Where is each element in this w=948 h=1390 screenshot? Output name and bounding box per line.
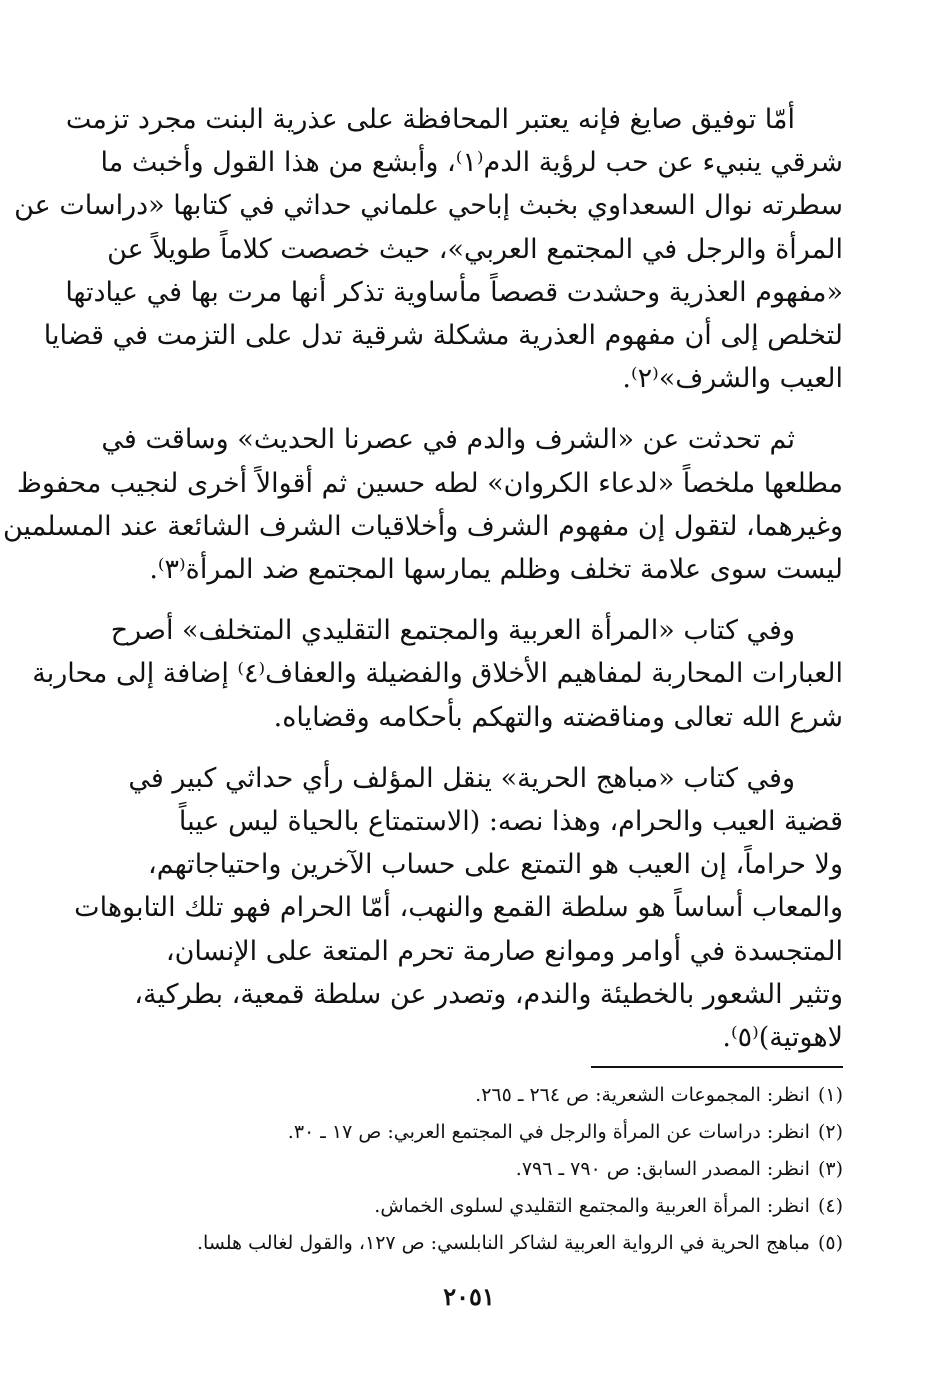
footnote-text: انظر: دراسات عن المرأة والرجل في المجتمع العربي: ص ١٧ ـ ٣٠.: [287, 1121, 810, 1143]
footnote-text: انظر: المصدر السابق: ص ٧٩٠ ـ ٧٩٦.: [515, 1158, 810, 1180]
page-number: ٢٠٥١: [443, 1282, 495, 1311]
footnote-text: مباهج الحرية في الرواية العربية لشاكر النابلسي: ص ١٢٧، والقول لغالب هلسا.: [196, 1232, 810, 1254]
footnote-item: [95, 1151, 843, 1188]
footnote-number: (١): [817, 1084, 843, 1106]
footnotes: [95, 1077, 843, 1262]
footnote-number: (٤): [817, 1195, 843, 1217]
text-line: شرع الله تعالى ومناقضته والتهكم بأحكامه وقضاياه.: [273, 701, 843, 733]
text-line: أمّا توفيق صايغ فإنه يعتبر المحافظة على عذرية البنت مجرد تزمت: [65, 104, 795, 135]
footnote-item: [95, 1114, 843, 1151]
text-line: المتجسدة في أوامر وموانع صارمة تحرم المتعة على الإنسان،: [165, 935, 843, 967]
paragraph-1: [14, 98, 843, 400]
text-line: ليست سوى علامة تخلف وظلم يمارسها المجتمع ضد المرأة⁽٣⁾.: [149, 554, 843, 586]
footnote-text: انظر: المرأة العربية والمجتمع التقليدي لسلوى الخماش.: [374, 1195, 810, 1217]
paragraph-3: [32, 609, 843, 739]
paragraph-4: [74, 757, 843, 1059]
text-line: وغيرهما، لتقول إن مفهوم الشرف وأخلاقيات الشرف الشائعة عند المسلمين: [3, 510, 843, 542]
footnote-divider: [591, 1066, 843, 1068]
footnote-number: (٣): [817, 1158, 843, 1180]
footnote-item: [95, 1225, 843, 1262]
page-body: [3, 98, 843, 1311]
text-line: العيب والشرف»⁽٢⁾.: [622, 363, 843, 395]
text-line: وفي كتاب «المرأة العربية والمجتمع التقليدي المتخلف» أصرح: [110, 615, 795, 647]
text-line: ولا حراماً، إن العيب هو التمتع على حساب الآخرين واحتياجاتهم،: [148, 849, 843, 881]
text-line: سطرته نوال السعداوي بخبث إباحي علماني حداثي في كتابها «دراسات عن: [14, 190, 843, 222]
text-line: شرقي ينبيء عن حب لرؤية الدم⁽١⁾، وأبشع من هذا القول وأخبث ما: [100, 147, 843, 179]
text-line: وتثير الشعور بالخطيئة والندم، وتصدر عن سلطة قمعية، بطركية،: [134, 978, 843, 1010]
text-line: والمعاب أساساً هو سلطة القمع والنهب، أمّا الحرام فهو تلك التابوهات: [74, 892, 843, 924]
text-line: ثم تحدثت عن «الشرف والدم في عصرنا الحديث» وساقت في: [101, 424, 795, 456]
footnote-number: (٥): [817, 1232, 843, 1254]
text-line: لاهوتية)⁽٥⁾.: [722, 1022, 843, 1054]
footnote-item: [95, 1188, 843, 1225]
text-line: وفي كتاب «مباهج الحرية» ينقل المؤلف رأي حداثي كبير في: [128, 762, 795, 794]
text-line: لتخلص إلى أن مفهوم العذرية مشكلة شرقية تدل على التزمت في قضايا: [43, 320, 843, 352]
text-line: مطلعها ملخصاً «لدعاء الكروان» لطه حسين ثم أقوالاً أخرى لنجيب محفوظ: [16, 467, 843, 499]
text-line: قضية العيب والحرام، وهذا نصه: (الاستمتاع بالحياة ليس عيباً: [178, 806, 843, 838]
footnote-text: انظر: المجموعات الشعرية: ص ٢٦٤ ـ ٢٦٥.: [475, 1084, 810, 1106]
text-line: المرأة والرجل في المجتمع العربي»، حيث خصصت كلاماً طويلاً عن: [107, 233, 843, 265]
footnote-item: [95, 1077, 843, 1114]
text-line: العبارات المحاربة لمفاهيم الأخلاق والفضيلة والعفاف⁽٤⁾ إضافة إلى محاربة: [32, 658, 843, 690]
footnote-number: (٢): [817, 1121, 843, 1143]
paragraph-2: [3, 418, 843, 591]
text-line: «مفهوم العذرية وحشدت قصصاً مأساوية تذكر أنها مرت بها في عيادتها: [65, 276, 843, 308]
